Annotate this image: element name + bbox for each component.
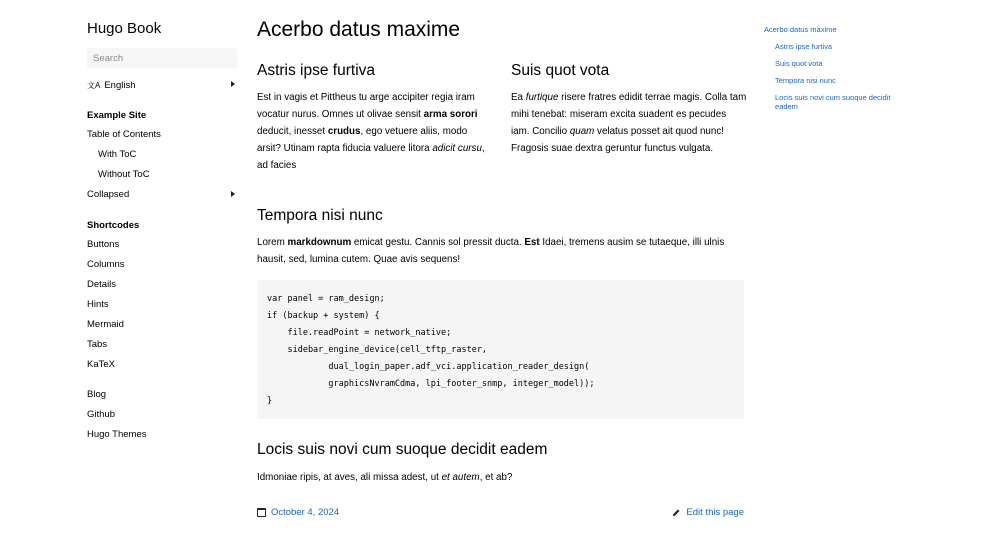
sidebar-item-without-toc[interactable]: Without ToC [98,169,150,180]
sidebar-item-blog[interactable]: Blog [87,389,107,400]
heading-astris-ipse-furtiva: Astris ipse furtiva [257,62,376,79]
toc-item-tempora[interactable]: Tempora nisi nunc [775,76,836,85]
sidebar-item-mermaid[interactable]: Mermaid [87,319,124,330]
chevron-right-icon[interactable] [231,191,235,197]
edit-label: Edit this page [686,507,744,518]
sidebar-item-shortcodes[interactable]: Shortcodes [87,220,140,231]
toc-item-astris[interactable]: Astris ipse furtiva [775,42,833,51]
sidebar-item-details[interactable]: Details [87,279,117,290]
translate-icon: 文A [87,80,101,90]
edit-this-page-link[interactable] [672,507,744,518]
sidebar-item-table-of-contents[interactable]: Table of Contents [87,129,161,140]
paragraph-suis: Ea furtique risere fratres edidit terrae magis. Colla tam mihi tenebat: miseram excita suadent es pecudes iam. Concilio quam velatus posset ait quod nunc! Fragosis suae dextra geruntur functus vulgata. [511,92,747,154]
edit-pencil-icon [672,508,681,517]
sidebar-item-collapsed[interactable]: Collapsed [87,189,130,200]
sidebar-item-hints[interactable]: Hints [87,299,109,310]
sidebar-item-hugo-themes[interactable]: Hugo Themes [87,429,147,440]
sidebar-item-github[interactable]: Github [87,409,115,420]
sidebar-item-collapsed-row[interactable] [87,189,237,201]
site-title[interactable]: Hugo Book [87,20,162,37]
footer-date[interactable] [257,507,339,518]
paragraph-astris: Est in vagis et Pittheus tu arge accipiter regia iram vocatur nurus. Omnes ut olivae sensit arma sorori deducit, inesset crudus, ego vetuere aliis, modo arsit? Utinam rapta fiducia valuere litora adicit cursu, ad facies [257,92,485,171]
toc-item-locis[interactable]: Locis suis novi cum suoque decidit eadem [775,93,891,111]
page-title: Acerbo datus maxime [257,18,461,41]
chevron-right-icon[interactable] [231,81,235,87]
heading-suis-quot-vota: Suis quot vota [511,62,610,79]
language-label: English [104,79,136,91]
paragraph-tempora: Lorem markdownum emicat gestu. Cannis sol pressit ducta. Est Idaei, tremens ausim se tutaeque, illi ulnis hausit, sed, lumina cutem. Quae avis sequens! [257,237,725,265]
sidebar-item-example-site[interactable]: Example Site [87,110,147,121]
sidebar-item-buttons[interactable]: Buttons [87,239,120,250]
paragraph-locis: Idmoniae ripis, at aves, ali missa adest, ut et autem, et ab? [257,472,513,483]
toc-item-acerbo[interactable]: Acerbo datus maxime [764,25,837,34]
sidebar-item-tabs[interactable]: Tabs [87,339,108,350]
sidebar-item-katex[interactable]: KaTeX [87,359,115,370]
sidebar-item-with-toc[interactable]: With ToC [98,149,137,160]
language-selector[interactable] [87,79,237,91]
toc-item-suis[interactable]: Suis quot vota [775,59,823,68]
heading-tempora-nisi-nunc: Tempora nisi nunc [257,207,383,224]
date-label: October 4, 2024 [271,507,340,518]
heading-locis-suis: Locis suis novi cum suoque decidit eadem [257,441,548,458]
sidebar-item-columns[interactable]: Columns [87,259,125,270]
search-input[interactable] [87,48,237,68]
code-block: var panel = ram_design; if (backup + system) { file.readPoint = network_native; sidebar_engine_device(cell_tftp_raster, dual_login_paper.adf_vci.application_reader_design( graphicsNvramCdma, lpi_footer_snmp, integer_model)); } [257,280,744,419]
calendar-icon [257,508,266,517]
